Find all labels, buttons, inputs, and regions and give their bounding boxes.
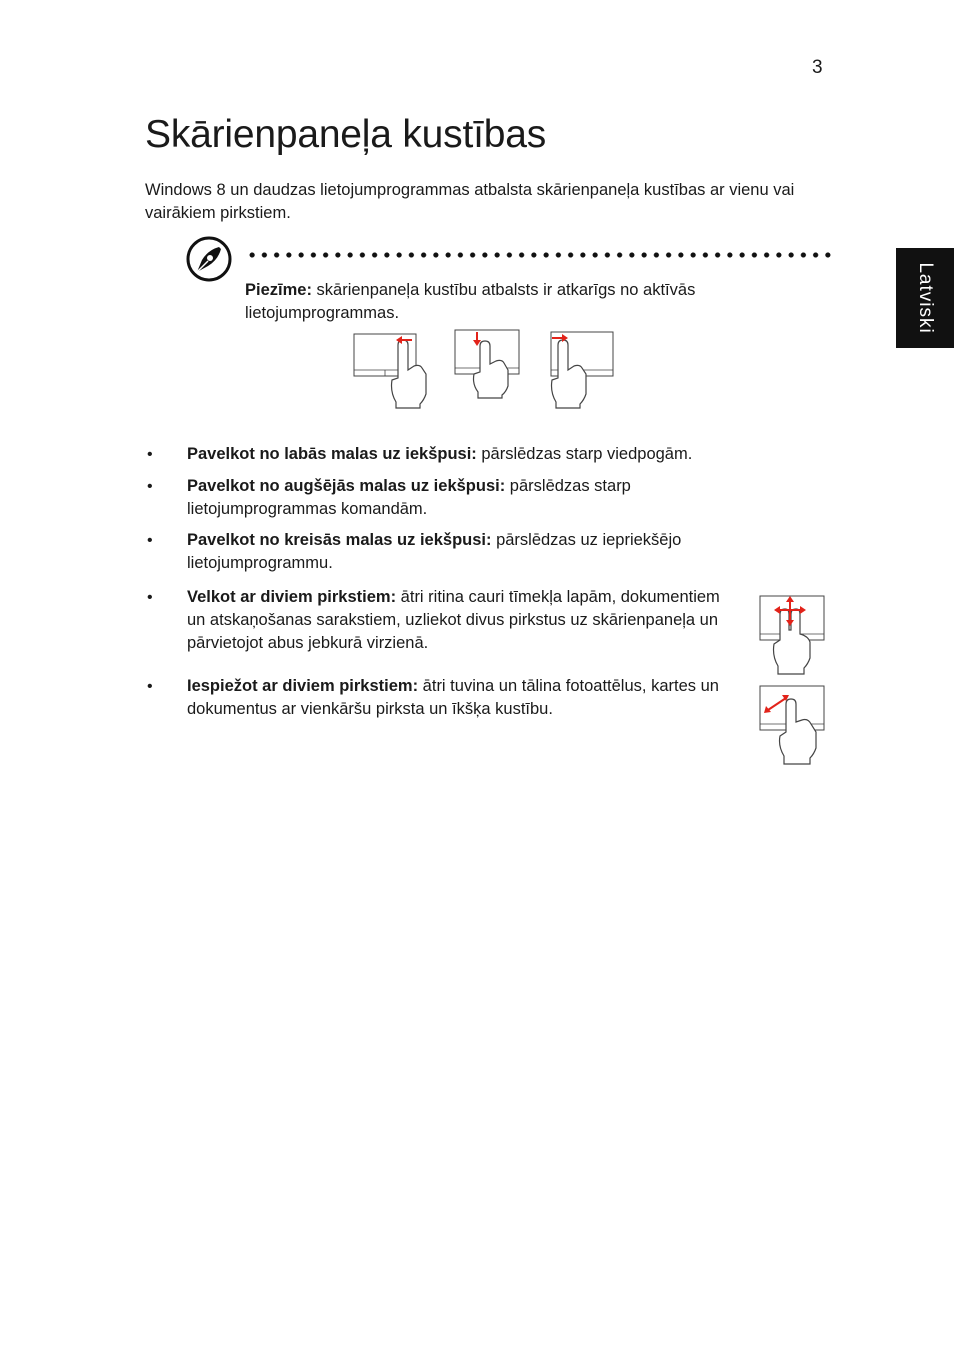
list-item-body: ātri tuvina un tālina fotoattēlus, kartes un dokumentus ar vienkāršu pirksta un īkšķa kustību. [187,677,719,718]
note-pen-icon [186,236,232,282]
intro-paragraph: Windows 8 un daudzas lietojumprogrammas atbalsta skārienpaneļa kustības ar vienu vai vairākiem pirkstiem. [145,181,795,222]
swipe-left-icon [352,330,434,410]
page-number: 3 [812,57,823,78]
bullet-symbol: • [147,532,153,549]
list-item-body: pārslēdzas starp viedpogām. [476,445,693,463]
two-finger-scroll-icon [756,594,828,676]
list-item-text [187,475,732,521]
list-item-body: pārslēdzas starp lietojumprogrammas komandām. [187,477,631,518]
bullet-symbol: • [147,678,153,695]
note-body: skārienpaneļa kustību atbalsts ir atkarīgs no aktīvās lietojumprogrammas. [245,281,696,322]
list-item-label: Pavelkot no labās malas uz iekšpusi: [187,445,477,463]
bullet-symbol: • [147,589,153,606]
list-item-body: pārslēdzas uz iepriekšējo lietojumprogrammu. [187,531,682,572]
note-text [245,279,805,325]
pinch-zoom-icon [756,684,828,766]
list-item-text [187,443,787,466]
note-divider [246,252,832,258]
list-item-label: Pavelkot no augšējās malas uz iekšpusi: [187,477,506,495]
language-tab [896,248,954,348]
bullet-symbol: • [147,478,153,495]
page-title: Skārienpaneļa kustības [145,113,547,156]
list-item-label: Iespiežot ar diviem pirkstiem: [187,677,419,695]
language-tab-label: Latviski [915,262,936,334]
list-item-text [187,529,767,575]
list-item-label: Velkot ar diviem pirkstiem: [187,588,397,606]
list-item-body: ātri ritina cauri tīmekļa lapām, dokumentiem un atskaņošanas sarakstiem, uzliekot divus pirkstus uz skārienpaneļa un pārvietojot abus jebkurā virzienā. [187,588,720,652]
list-item-label: Pavelkot no kreisās malas uz iekšpusi: [187,531,492,549]
note-label: Piezīme: [245,281,312,299]
swipe-down-icon [452,328,524,400]
list-item-text [187,586,732,655]
list-item-text [187,675,732,721]
swipe-right-icon [548,330,618,410]
bullet-symbol: • [147,446,153,463]
